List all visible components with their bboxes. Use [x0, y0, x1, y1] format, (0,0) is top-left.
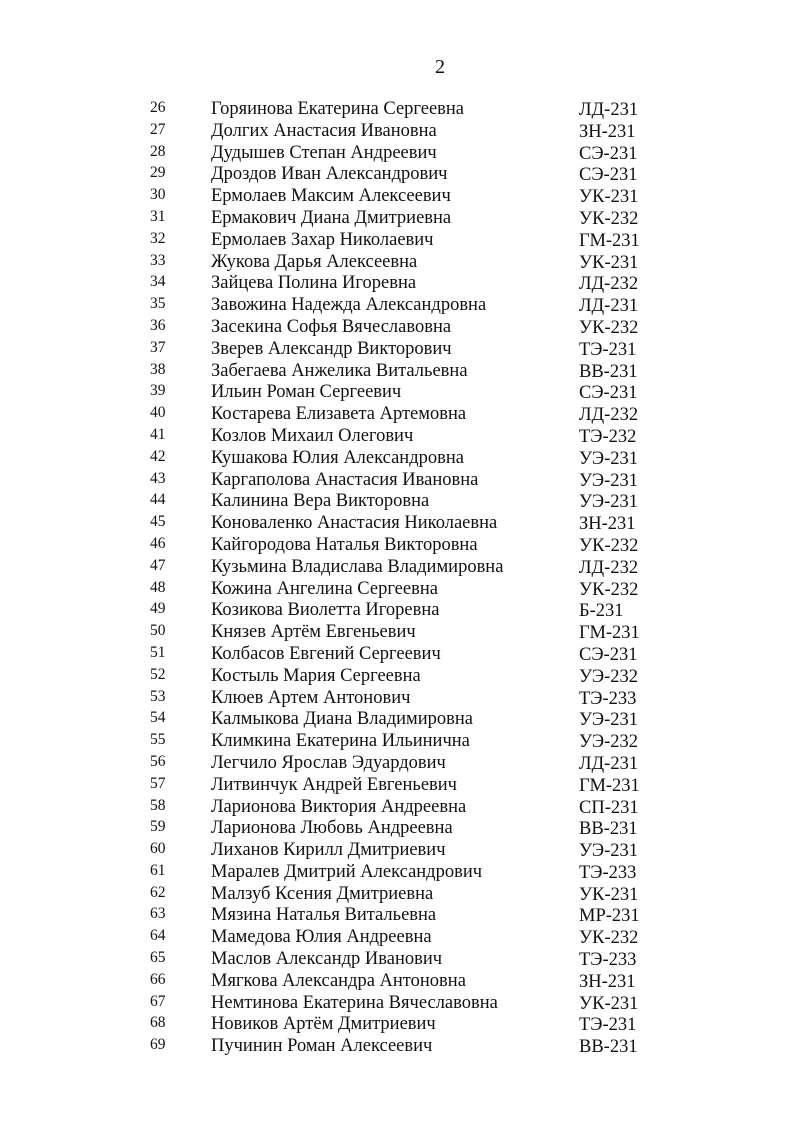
group-code: ТЭ-233: [579, 950, 637, 971]
group-code: ТЭ-231: [579, 1015, 637, 1036]
group-code: УК-231: [579, 252, 639, 273]
row-number: 68: [150, 1014, 166, 1032]
group-code: ЛД-231: [579, 753, 639, 774]
student-name: Завожина Надежда Александровна: [211, 295, 487, 316]
group-code: ГМ-231: [579, 623, 640, 644]
student-name: Засекина Софья Вячеславовна: [211, 316, 452, 337]
student-name: Горяинова Екатерина Сергеевна: [211, 99, 465, 119]
student-name: Козикова Виолетта Игоревна: [211, 600, 440, 621]
row-number: 38: [150, 360, 166, 378]
group-code: УК-231: [579, 187, 639, 208]
student-name: Костыль Мария Сергеевна: [211, 665, 421, 686]
list-item: [0, 991, 800, 1013]
group-code: ТЭ-233: [579, 862, 637, 883]
group-code: ЛД-232: [579, 557, 639, 578]
student-name: Немтинова Екатерина Вячеславовна: [211, 992, 498, 1013]
row-number: 53: [150, 687, 166, 705]
list-item: [0, 533, 800, 555]
list-item: [0, 1012, 800, 1034]
student-name: Мязина Наталья Витальевна: [211, 905, 437, 926]
student-name: Зверев Александр Викторович: [211, 338, 452, 359]
list-item: [0, 293, 800, 315]
student-name: Князев Артём Евгеньевич: [211, 622, 416, 643]
list-item: [0, 97, 800, 119]
row-number: 44: [150, 491, 166, 509]
student-name: Зайцева Полина Игоревна: [211, 273, 417, 294]
row-number: 28: [150, 142, 166, 160]
row-number: 37: [150, 338, 166, 356]
group-code: ВВ-231: [579, 361, 638, 382]
student-name: Калинина Вера Викторовна: [211, 491, 430, 512]
list-item: [0, 903, 800, 925]
row-number: 50: [150, 622, 166, 640]
row-number: 61: [150, 861, 166, 879]
group-code: СЭ-231: [579, 383, 638, 404]
group-code: ТЭ-233: [579, 688, 637, 709]
group-code: СП-231: [579, 797, 639, 818]
student-name: Мягкова Александра Антоновна: [211, 970, 466, 991]
student-name: Маслов Александр Иванович: [211, 949, 443, 970]
list-item: [0, 773, 800, 795]
group-code: ЗН-231: [579, 514, 636, 535]
list-item: [0, 315, 800, 337]
row-number: 49: [150, 600, 166, 618]
row-number: 55: [150, 731, 166, 749]
list-item: [0, 555, 800, 577]
row-number: 48: [150, 578, 166, 596]
page-number: 2: [435, 56, 445, 78]
row-number: 40: [150, 404, 166, 422]
list-item: [0, 228, 800, 250]
row-number: 34: [150, 273, 166, 291]
list-item: [0, 686, 800, 708]
row-number: 39: [150, 382, 166, 400]
student-name: Калмыкова Диана Владимировна: [211, 709, 473, 730]
row-number: 26: [150, 99, 166, 116]
student-name: Климкина Екатерина Ильинична: [211, 731, 470, 752]
row-number: 29: [150, 164, 166, 182]
row-number: 27: [150, 120, 166, 138]
group-code: ЗН-231: [579, 121, 636, 142]
list-item: [0, 250, 800, 272]
list-item: [0, 489, 800, 511]
row-number: 32: [150, 229, 166, 247]
row-number: 67: [150, 992, 166, 1010]
list-item: [0, 577, 800, 599]
student-name: Долгих Анастасия Ивановна: [211, 120, 437, 141]
group-code: СЭ-231: [579, 165, 638, 186]
list-item: [0, 816, 800, 838]
group-code: ЛД-232: [579, 274, 639, 295]
row-number: 45: [150, 513, 166, 531]
list-item: [0, 729, 800, 751]
student-name: Малзуб Ксения Дмитриевна: [211, 883, 434, 904]
student-name: Ильин Роман Сергеевич: [211, 382, 402, 403]
row-number: 30: [150, 186, 166, 204]
group-code: ЛД-231: [579, 296, 639, 317]
list-item: [0, 119, 800, 141]
list-item: [0, 162, 800, 184]
group-code: Б-231: [579, 601, 624, 622]
student-name: Новиков Артём Дмитриевич: [211, 1014, 436, 1035]
student-name: Костарева Елизавета Артемовна: [211, 404, 467, 425]
group-code: УЭ-231: [579, 841, 638, 862]
student-name: Ермолаев Максим Алексеевич: [211, 186, 451, 207]
student-name: Кожина Ангелина Сергеевна: [211, 578, 438, 599]
student-name: Коноваленко Анастасия Николаевна: [211, 513, 498, 534]
student-name: Ермакович Диана Дмитриевна: [211, 207, 452, 228]
list-item: [0, 795, 800, 817]
list-item: [0, 184, 800, 206]
group-code: УК-232: [579, 928, 639, 949]
row-number: 43: [150, 469, 166, 487]
list-item: [0, 751, 800, 773]
group-code: ЛД-231: [579, 100, 639, 120]
row-number: 57: [150, 774, 166, 792]
list-item: [0, 337, 800, 359]
list-item: [0, 860, 800, 882]
row-number: 65: [150, 949, 166, 967]
row-number: 36: [150, 316, 166, 334]
row-number: 51: [150, 643, 166, 661]
row-number: 54: [150, 709, 166, 727]
group-code: УК-231: [579, 993, 639, 1014]
list-item: [0, 446, 800, 468]
group-code: ГМ-231: [579, 775, 640, 796]
group-code: ТЭ-231: [579, 339, 637, 360]
group-code: ВВ-231: [579, 1037, 638, 1058]
group-code: УЭ-231: [579, 710, 638, 731]
student-name: Легчило Ярослав Эдуардович: [211, 752, 446, 773]
student-name: Забегаева Анжелика Витальевна: [211, 360, 468, 381]
row-number: 33: [150, 251, 166, 269]
student-name: Дудышев Степан Андреевич: [211, 142, 437, 163]
student-name: Каргаполова Анастасия Ивановна: [211, 469, 479, 490]
row-number: 35: [150, 295, 166, 313]
student-list: [0, 97, 800, 1056]
row-number: 69: [150, 1036, 166, 1054]
list-item: [0, 969, 800, 991]
group-code: ЛД-232: [579, 405, 639, 426]
student-name: Кайгородова Наталья Викторовна: [211, 534, 478, 555]
row-number: 52: [150, 665, 166, 683]
row-number: 58: [150, 796, 166, 814]
group-code: ЗН-231: [579, 971, 636, 992]
row-number: 42: [150, 447, 166, 465]
list-item: [0, 468, 800, 490]
group-code: УЭ-232: [579, 666, 638, 687]
list-item: [0, 620, 800, 642]
student-name: Кушакова Юлия Александровна: [211, 447, 464, 468]
student-name: Жукова Дарья Алексеевна: [211, 251, 418, 272]
group-code: УК-232: [579, 535, 639, 556]
row-number: 31: [150, 207, 166, 225]
list-item: [0, 642, 800, 664]
list-item: [0, 380, 800, 402]
list-item: [0, 882, 800, 904]
student-name: Литвинчук Андрей Евгеньевич: [211, 774, 457, 795]
row-number: 56: [150, 752, 166, 770]
student-name: Клюев Артем Антонович: [211, 687, 411, 708]
list-item: [0, 271, 800, 293]
student-name: Кузьмина Владислава Владимировна: [211, 556, 504, 577]
student-name: Дроздов Иван Александрович: [211, 164, 448, 185]
group-code: ВВ-231: [579, 819, 638, 840]
row-number: 46: [150, 534, 166, 552]
student-name: Козлов Михаил Олегович: [211, 425, 414, 446]
student-name: Колбасов Евгений Сергеевич: [211, 643, 441, 664]
row-number: 60: [150, 840, 166, 858]
group-code: УК-232: [579, 579, 639, 600]
list-item: [0, 947, 800, 969]
student-name: Ларионова Любовь Андреевна: [211, 818, 453, 839]
list-item: [0, 838, 800, 860]
row-number: 62: [150, 883, 166, 901]
student-name: Маралев Дмитрий Александрович: [211, 861, 483, 882]
row-number: 63: [150, 905, 166, 923]
row-number: 64: [150, 927, 166, 945]
group-code: УК-232: [579, 317, 639, 338]
list-item: [0, 206, 800, 228]
student-name: Пучинин Роман Алексеевич: [211, 1036, 433, 1057]
group-code: ГМ-231: [579, 230, 640, 251]
student-name: Мамедова Юлия Андреевна: [211, 927, 432, 948]
group-code: СЭ-231: [579, 143, 638, 164]
list-item: [0, 359, 800, 381]
student-name: Лиханов Кирилл Дмитриевич: [211, 840, 446, 861]
list-item: [0, 424, 800, 446]
list-item: [0, 1034, 800, 1056]
group-code: УК-232: [579, 208, 639, 229]
row-number: 41: [150, 425, 166, 443]
group-code: УЭ-232: [579, 732, 638, 753]
row-number: 47: [150, 556, 166, 574]
group-code: УЭ-231: [579, 492, 638, 513]
list-item: [0, 402, 800, 424]
group-code: УЭ-231: [579, 470, 638, 491]
list-item: [0, 141, 800, 163]
row-number: 59: [150, 818, 166, 836]
list-item: [0, 664, 800, 686]
list-item: [0, 925, 800, 947]
group-code: МР-231: [579, 906, 640, 927]
group-code: ТЭ-232: [579, 426, 637, 447]
student-name: Ларионова Виктория Андреевна: [211, 796, 467, 817]
group-code: УК-231: [579, 884, 639, 905]
group-code: СЭ-231: [579, 644, 638, 665]
list-item: [0, 511, 800, 533]
student-name: Ермолаев Захар Николаевич: [211, 229, 434, 250]
group-code: УЭ-231: [579, 448, 638, 469]
list-item: [0, 707, 800, 729]
list-item: [0, 598, 800, 620]
row-number: 66: [150, 970, 166, 988]
